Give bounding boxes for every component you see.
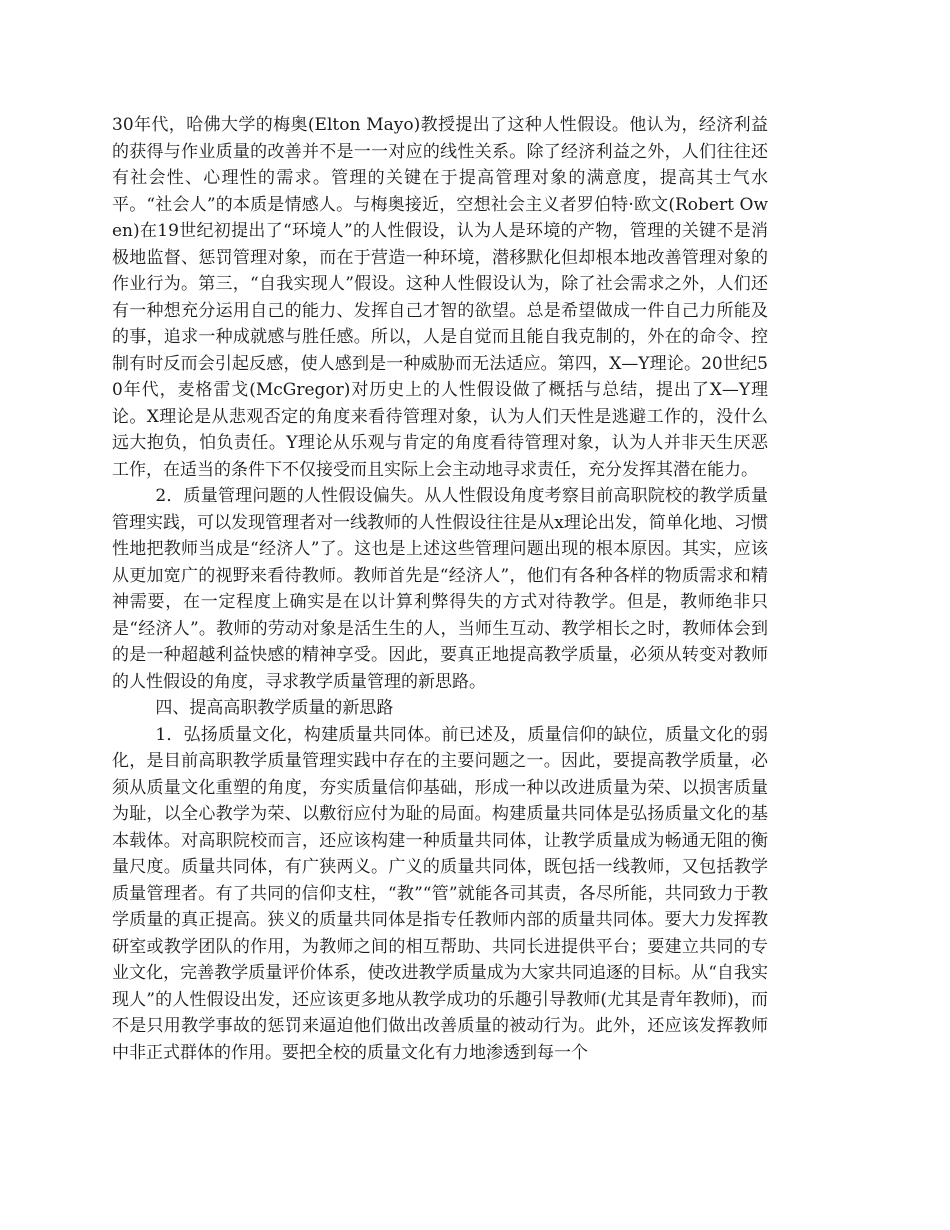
section-heading-new-approaches: 四、提高高职教学质量的新思路	[155, 698, 394, 718]
paragraph-quality-management-bias: 2．质量管理问题的人性假设偏失。从人性假设角度考察目前高职院校的教学质量管理实践，可以发现管理者对一线教师的人性假设往往是从x理论出发，简单化地、习惯性地把教师当成是“经济人”了。这也是上述这些管理问题出现的根本原因。其实，应该从更加宽广的视野来看待教师。教师首先是“经济人”，他们有各种各样的物质需求和精神需要，在一定程度上确实是在以计算利弊得失的方式对待教学。但是，教师绝非只是“经济人”。教师的劳动对象是活生生的人，当师生互动、教学相长之时，教师体会到的是一种超越利益快感的精神享受。因此，要真正地提高教学质量，必须从转变对教师的人性假设的角度，寻求教学质量管理的新思路。	[112, 486, 768, 692]
paragraph-human-nature-hypotheses: 30年代，哈佛大学的梅奥(Elton Mayo)教授提出了这种人性假设。他认为，经济利益的获得与作业质量的改善并不是一一对应的线性关系。除了经济利益之外，人们往往还有社会性、心理性的需求。管理的关键在于提高管理对象的满意度，提高其士气水平。“社会人”的本质是情感人。与梅奥接近，空想社会主义者罗伯特·欧文(Robert Owen)在19世纪初提出了“环境人”的人性假设，认为人是环境的产物，管理的关键不是消极地监督、惩罚管理对象，而在于营造一种环境，潜移默化但却根本地改善管理对象的作业行为。第三，“自我实现人”假设。这种人性假设认为，除了社会需求之外，人们还有一种想充分运用自己的能力、发挥自己才智的欲望。总是希望做成一件自己力所能及的事，追求一种成就感与胜任感。所以，人是自觉而且能自我克制的，外在的命令、控制有时反而会引起反感，使人感到是一种威胁而无法适应。第四，X—Y理论。20世纪50年代，麦格雷戈(McGregor)对历史上的人性假设做了概括与总结，提出了X—Y理论。X理论是从悲观否定的角度来看待管理对象，认为人们天性是逃避工作的，没什么远大抱负，怕负责任。Y理论从乐观与肯定的角度看待管理对象，认为人并非天生厌恶工作，在适当的条件下不仅接受而且实际上会主动地寻求责任，充分发挥其潜在能力。	[112, 115, 768, 480]
paragraph-quality-culture: 1．弘扬质量文化，构建质量共同体。前已述及，质量信仰的缺位，质量文化的弱化，是目前高职教学质量管理实践中存在的主要问题之一。因此，要提高教学质量，必须从质量文化重塑的角度，夯实质量信仰基础，形成一种以改进质量为荣、以损害质量为耻，以全心教学为荣、以敷衍应付为耻的局面。构建质量共同体是弘扬质量文化的基本载体。对高职院校而言，还应该构建一种质量共同体，让教学质量成为畅通无阻的衡量尺度。质量共同体，有广狭两义。广义的质量共同体，既包括一线教师，又包括教学质量管理者。有了共同的信仰支柱，“教”“管”就能各司其责，各尽所能，共同致力于教学质量的真正提高。狭义的质量共同体是指专任教师内部的质量共同体。要大力发挥教研室或教学团队的作用，为教师之间的相互帮助、共同长进提供平台；要建立共同的专业文化，完善教学质量评价体系，使改进教学质量成为大家共同追逐的目标。从“自我实现人”的人性假设出发，还应该更多地从教学成功的乐趣引导教师(尤其是青年教师)，而不是只用教学事故的惩罚来逼迫他们做出改善质量的被动行为。此外，还应该发挥教师中非正式群体的作用。要把全校的质量文化有力地渗透到每一个	[112, 724, 768, 1063]
document-body	[112, 112, 768, 1066]
